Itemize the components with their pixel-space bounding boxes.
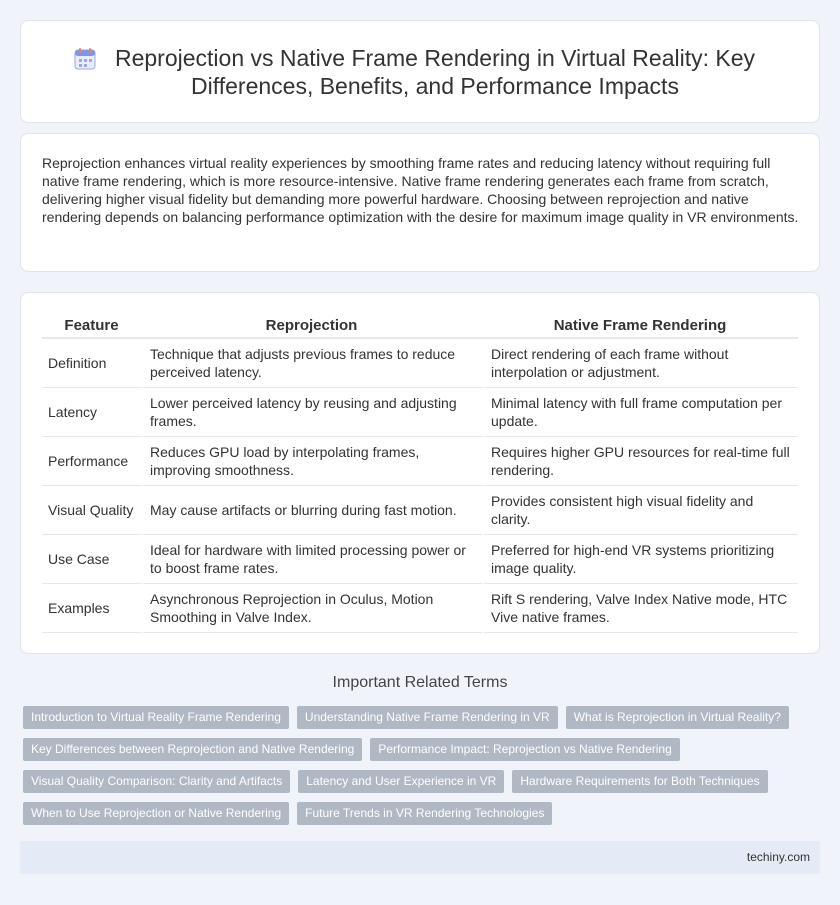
comparison-table — [42, 313, 798, 633]
reprojection-cell: Asynchronous Reprojection in Oculus, Motion Smoothing in Valve Index. — [141, 584, 482, 633]
feature-cell: Latency — [42, 388, 141, 437]
footer-bar — [20, 841, 820, 874]
related-term-link[interactable]: Visual Quality Comparison: Clarity and Artifacts — [23, 770, 290, 793]
reprojection-cell: Reduces GPU load by interpolating frames, improving smoothness. — [141, 437, 482, 486]
related-term-link[interactable]: Introduction to Virtual Reality Frame Rendering — [23, 706, 289, 729]
feature-cell: Performance — [42, 437, 141, 486]
title-card — [20, 20, 820, 123]
page-title: Reprojection vs Native Frame Rendering in Virtual Reality: Key Differences, Benefits, and Performance Impacts — [114, 44, 756, 99]
native-cell: Provides consistent high visual fidelity and clarity. — [482, 486, 798, 535]
reprojection-cell: Ideal for hardware with limited processing power or to boost frame rates. — [141, 535, 482, 584]
reprojection-cell: Technique that adjusts previous frames to reduce perceived latency. — [141, 339, 482, 388]
related-term-link[interactable]: Latency and User Experience in VR — [298, 770, 504, 793]
table-row — [42, 388, 798, 437]
reprojection-cell: May cause artifacts or blurring during fast motion. — [141, 486, 482, 535]
reprojection-cell: Lower perceived latency by reusing and adjusting frames. — [141, 388, 482, 437]
related-term-link[interactable]: When to Use Reprojection or Native Rendering — [23, 802, 289, 825]
table-row — [42, 437, 798, 486]
column-header-reprojection: Reprojection — [141, 313, 482, 339]
table-header-row — [42, 313, 798, 339]
feature-cell: Definition — [42, 339, 141, 388]
related-terms-list — [23, 706, 803, 825]
intro-paragraph: Reprojection enhances virtual reality experiences by smoothing frame rates and reducing latency without requiring full native frame rendering, which is more resource-intensive. Native frame rendering generates each frame from scratch, delivering higher visual fidelity but demanding more powerful hardware. Choosing between reprojection and native rendering depends on balancing performance optimization with the desire for maximum image quality in VR environments. — [42, 155, 799, 225]
native-cell: Rift S rendering, Valve Index Native mode, HTC Vive native frames. — [482, 584, 798, 633]
related-term-link[interactable]: Understanding Native Frame Rendering in VR — [297, 706, 558, 729]
related-term-link[interactable]: Future Trends in VR Rendering Technologies — [297, 802, 552, 825]
table-row — [42, 339, 798, 388]
table-row — [42, 535, 798, 584]
column-header-feature: Feature — [42, 313, 141, 339]
native-cell: Minimal latency with full frame computation per update. — [482, 388, 798, 437]
feature-cell: Use Case — [42, 535, 141, 584]
feature-cell: Visual Quality — [42, 486, 141, 535]
table-row — [42, 584, 798, 633]
column-header-native: Native Frame Rendering — [482, 313, 798, 339]
related-term-link[interactable]: What is Reprojection in Virtual Reality? — [566, 706, 789, 729]
table-row — [42, 486, 798, 535]
feature-cell: Examples — [42, 584, 141, 633]
native-cell: Direct rendering of each frame without interpolation or adjustment. — [482, 339, 798, 388]
related-term-link[interactable]: Hardware Requirements for Both Techniques — [512, 770, 767, 793]
native-cell: Preferred for high-end VR systems prioritizing image quality. — [482, 535, 798, 584]
native-cell: Requires higher GPU resources for real-time full rendering. — [482, 437, 798, 486]
related-term-link[interactable]: Key Differences between Reprojection and Native Rendering — [23, 738, 362, 761]
site-name[interactable]: techiny.com — [746, 850, 810, 864]
comparison-card — [20, 292, 820, 654]
related-terms-heading: Important Related Terms — [332, 674, 508, 691]
related-term-link[interactable]: Performance Impact: Reprojection vs Native Rendering — [370, 738, 679, 761]
intro-card — [20, 133, 820, 272]
